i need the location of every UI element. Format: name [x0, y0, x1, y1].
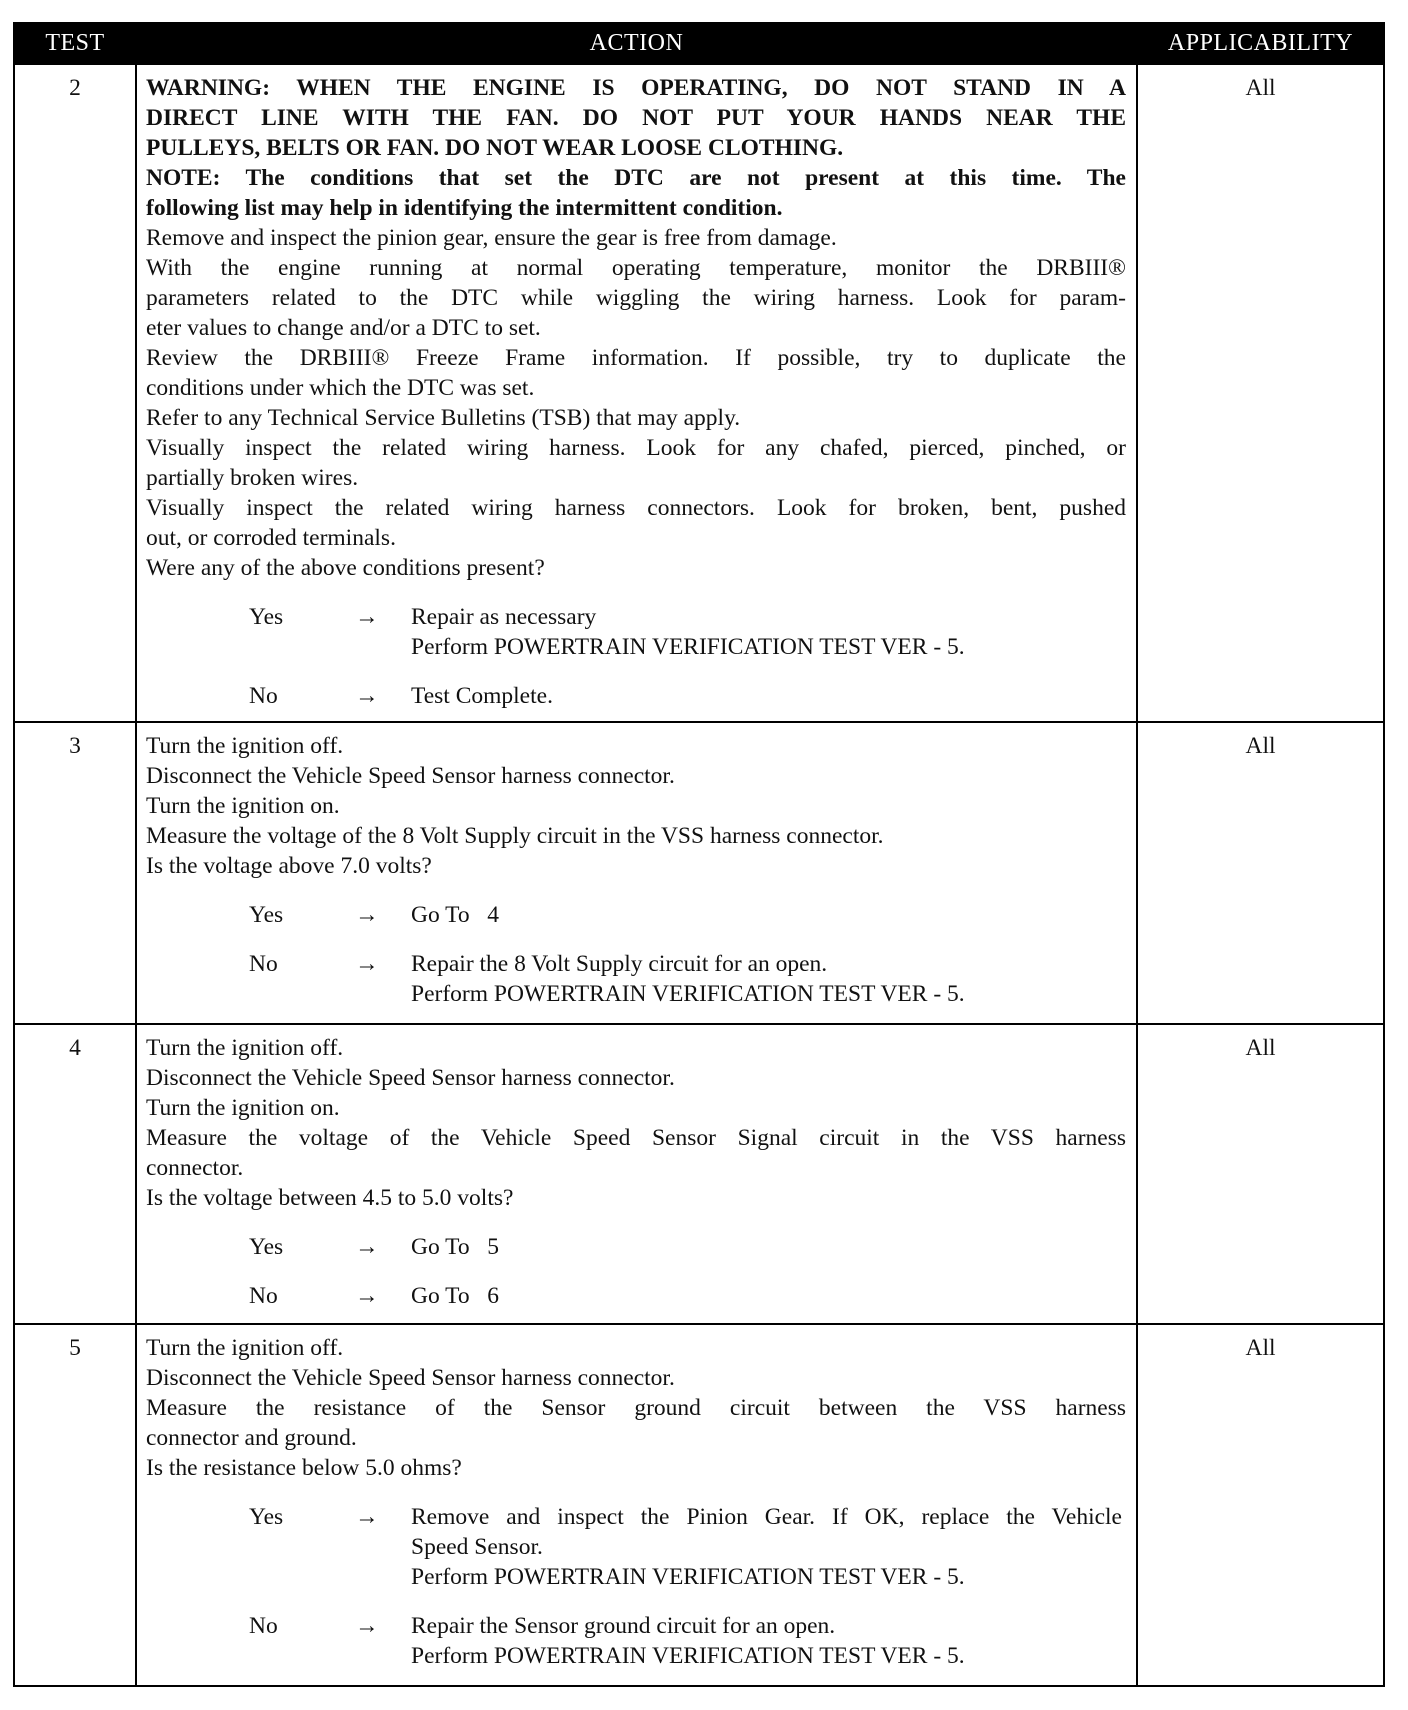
response-line: Speed Sensor.	[411, 1534, 543, 1560]
applicability-cell: All	[1137, 722, 1384, 1024]
no-label: No	[249, 951, 278, 977]
warning-line: DIRECT LINE WITH THE FAN. DO NOT PUT YOUR HANDS NEAR THE	[146, 105, 1126, 131]
response-line: Repair as necessary	[411, 604, 597, 630]
applicability-cell: All	[1137, 1024, 1384, 1324]
test-number: 4	[14, 1024, 136, 1324]
response-line: Perform POWERTRAIN VERIFICATION TEST VER - 5.	[411, 1564, 965, 1590]
header-test: TEST	[14, 23, 136, 64]
action-line: Measure the resistance of the Sensor ground circuit between the VSS harness	[146, 1395, 1126, 1421]
action-line: Turn the ignition off.	[146, 733, 344, 759]
action-cell	[136, 722, 1137, 1024]
note-line: NOTE: The conditions that set the DTC are not present at this time. The	[146, 165, 1126, 191]
table-row-test-2	[14, 64, 1384, 722]
note-line: following list may help in identifying the intermittent condition.	[146, 195, 783, 221]
table-row-test-3	[14, 722, 1384, 1024]
yes-label: Yes	[249, 902, 284, 928]
response-line: Repair the Sensor ground circuit for an open.	[411, 1613, 836, 1639]
test-number: 2	[14, 64, 136, 722]
action-line: Disconnect the Vehicle Speed Sensor harness connector.	[146, 1065, 675, 1091]
yes-label: Yes	[249, 604, 284, 630]
action-line: Turn the ignition on.	[146, 1095, 340, 1121]
question-line: Were any of the above conditions present?	[146, 555, 545, 581]
response-line: Perform POWERTRAIN VERIFICATION TEST VER - 5.	[411, 981, 965, 1007]
yes-response	[146, 1232, 1126, 1262]
no-label: No	[249, 1283, 278, 1309]
action-line: Turn the ignition on.	[146, 793, 340, 819]
action-line: Disconnect the Vehicle Speed Sensor harness connector.	[146, 1365, 675, 1391]
header-applicability: APPLICABILITY	[1137, 23, 1384, 64]
no-label: No	[249, 683, 278, 709]
yes-response	[146, 900, 1126, 930]
no-response	[146, 949, 1126, 1009]
action-line: Visually inspect the related wiring harness connectors. Look for broken, bent, pushed	[146, 495, 1126, 521]
question-line: Is the resistance below 5.0 ohms?	[146, 1455, 462, 1481]
action-line: Measure the voltage of the Vehicle Speed Sensor Signal circuit in the VSS harness	[146, 1125, 1126, 1151]
yes-response	[146, 1502, 1126, 1592]
response-line: Go To 6	[411, 1283, 500, 1309]
warning-line: WARNING: WHEN THE ENGINE IS OPERATING, DO NOT STAND IN A	[146, 75, 1126, 101]
response-line: Remove and inspect the Pinion Gear. If OK, replace the Vehicle	[411, 1504, 1122, 1530]
response-line: Go To 5	[411, 1234, 500, 1260]
action-cell	[136, 1324, 1137, 1686]
applicability-cell: All	[1137, 1324, 1384, 1686]
warning-line: PULLEYS, BELTS OR FAN. DO NOT WEAR LOOSE CLOTHING.	[146, 135, 844, 161]
yes-label: Yes	[249, 1504, 284, 1530]
table-row-test-5	[14, 1324, 1384, 1686]
table-header-row	[14, 23, 1384, 64]
test-number: 5	[14, 1324, 136, 1686]
arrow-icon: →	[355, 1283, 379, 1309]
arrow-icon: →	[355, 604, 379, 630]
action-line: Measure the voltage of the 8 Volt Supply circuit in the VSS harness connector.	[146, 823, 884, 849]
test-number: 3	[14, 722, 136, 1024]
arrow-icon: →	[355, 1504, 379, 1530]
action-cell	[136, 1024, 1137, 1324]
arrow-icon: →	[355, 1234, 379, 1260]
action-line: eter values to change and/or a DTC to set.	[146, 315, 541, 341]
arrow-icon: →	[355, 951, 379, 977]
arrow-icon: →	[355, 1613, 379, 1639]
action-line: connector.	[146, 1155, 244, 1181]
response-line: Go To 4	[411, 902, 500, 928]
question-line: Is the voltage above 7.0 volts?	[146, 853, 432, 879]
yes-label: Yes	[249, 1234, 284, 1260]
no-response	[146, 1281, 1126, 1311]
response-line: Perform POWERTRAIN VERIFICATION TEST VER - 5.	[411, 634, 965, 660]
no-response	[146, 1611, 1126, 1671]
action-cell	[136, 64, 1137, 722]
response-line: Repair the 8 Volt Supply circuit for an open.	[411, 951, 828, 977]
action-line: Refer to any Technical Service Bulletins (TSB) that may apply.	[146, 405, 741, 431]
action-line: connector and ground.	[146, 1425, 357, 1451]
action-line: Remove and inspect the pinion gear, ensure the gear is free from damage.	[146, 225, 837, 251]
action-line: Turn the ignition off.	[146, 1035, 344, 1061]
action-line: partially broken wires.	[146, 465, 359, 491]
action-line: Visually inspect the related wiring harness. Look for any chafed, pierced, pinched, or	[146, 435, 1126, 461]
no-response	[146, 681, 1126, 711]
response-line: Perform POWERTRAIN VERIFICATION TEST VER - 5.	[411, 1643, 965, 1669]
question-line: Is the voltage between 4.5 to 5.0 volts?	[146, 1185, 514, 1211]
diagnostic-test-table	[13, 22, 1385, 1687]
yes-response	[146, 602, 1126, 662]
action-line: Disconnect the Vehicle Speed Sensor harness connector.	[146, 763, 675, 789]
applicability-cell: All	[1137, 64, 1384, 722]
table-row-test-4	[14, 1024, 1384, 1324]
header-action: ACTION	[136, 23, 1137, 64]
action-line: out, or corroded terminals.	[146, 525, 396, 551]
no-label: No	[249, 1613, 278, 1639]
arrow-icon: →	[355, 902, 379, 928]
action-line: conditions under which the DTC was set.	[146, 375, 535, 401]
response-line: Test Complete.	[411, 683, 553, 709]
action-line: Review the DRBIII® Freeze Frame information. If possible, try to duplicate the	[146, 345, 1126, 371]
arrow-icon: →	[355, 683, 379, 709]
action-line: Turn the ignition off.	[146, 1335, 344, 1361]
action-line: parameters related to the DTC while wiggling the wiring harness. Look for param-	[146, 285, 1126, 311]
action-line: With the engine running at normal operating temperature, monitor the DRBIII®	[146, 255, 1126, 281]
